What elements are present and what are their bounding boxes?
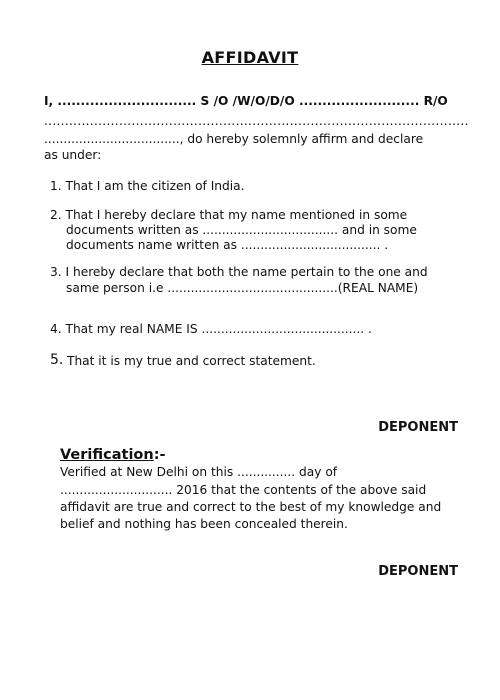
list-item-1: 1. That I am the citizen of India. (50, 179, 245, 193)
verification-heading-word: Verification (60, 447, 154, 463)
list-item-5-text: That it is my true and correct statement. (67, 354, 316, 368)
as-under-line: as under: (44, 148, 102, 162)
list-item-2-line-2: documents written as ................................... and in some (66, 223, 417, 237)
verification-line-1: Verified at New Delhi on this ............... day of (60, 465, 338, 479)
list-item-2-line-1: 2. That I hereby declare that my name mentioned in some (50, 208, 408, 222)
list-item-4: 4. That my real NAME IS .......................................... . (50, 322, 372, 336)
verification-heading-suffix: :- (153, 447, 166, 463)
list-item-2-line-3: documents name written as .................................... . (66, 238, 389, 252)
document-title: AFFIDAVIT (201, 48, 299, 67)
list-item-3-line-2: same person i.e ............................................(REAL NAME) (66, 281, 419, 295)
declarant-line: I, .............................. S /O /W/O/D/O .......................... R/O (44, 94, 448, 108)
verification-heading (60, 447, 166, 463)
list-item-3-line-1: 3. I hereby declare that both the name pertain to the one and (50, 265, 428, 279)
list-item-5-number: 5. (50, 352, 64, 368)
address-dotted-line: ...................................................................................................... (44, 114, 469, 128)
declaration-line: ..................................., do hereby solemnly affirm and declare (44, 132, 424, 146)
deponent-label-top: DEPONENT (378, 420, 458, 435)
verification-line-2: ............................. 2016 that the contents of the above said (60, 483, 427, 497)
verification-line-3: affidavit are true and correct to the best of my knowledge and (60, 500, 442, 514)
deponent-label-bottom: DEPONENT (378, 564, 458, 579)
verification-line-4: belief and nothing has been concealed therein. (60, 517, 348, 531)
